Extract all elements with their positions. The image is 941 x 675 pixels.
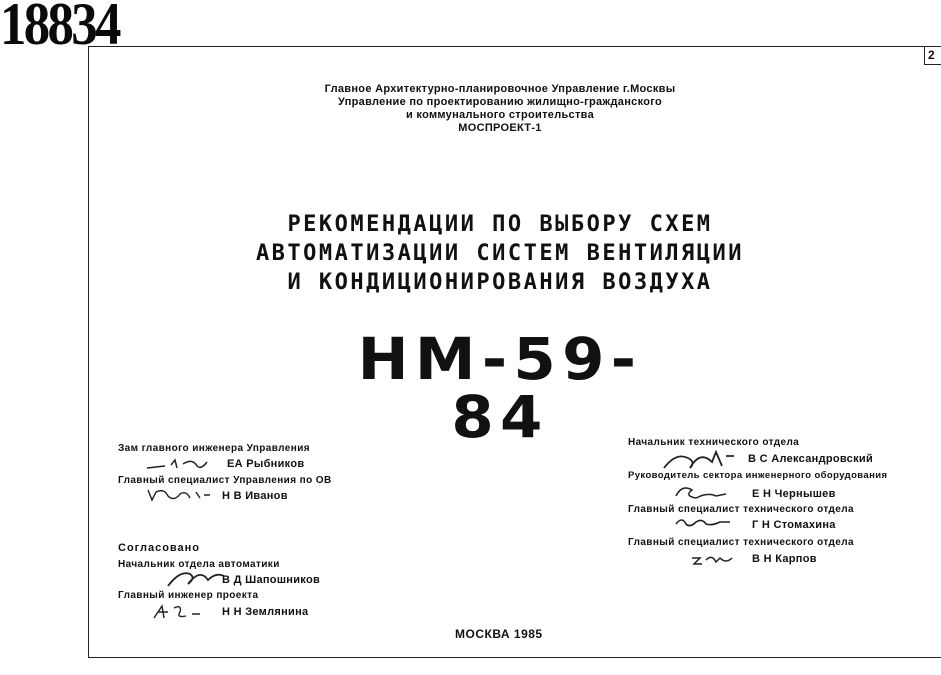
technical-department-head-name: В С Александровский	[748, 453, 874, 465]
document-title	[150, 210, 850, 297]
chief-specialist-1-role: Главный специалист технического отдела	[628, 504, 854, 515]
engineering-sector-head-name: Е Н Чернышев	[752, 488, 836, 500]
footer-city-year: МОСКВА 1985	[455, 627, 543, 641]
deputy-chief-engineer-name: ЕА Рыбников	[227, 458, 305, 470]
automation-department-head-role: Начальник отдела автоматики	[118, 559, 280, 570]
chief-project-engineer-role: Главный инженер проекта	[118, 590, 259, 601]
sheet-number: 2	[928, 48, 935, 62]
signature-scribble-icon	[660, 446, 740, 472]
title-line: РЕКОМЕНДАЦИИ ПО ВЫБОРУ СХЕМ	[287, 212, 713, 237]
signature-scribble-icon	[150, 602, 210, 622]
frame-left-border	[88, 46, 89, 658]
signature-scribble-icon	[690, 552, 740, 568]
organization-header	[250, 83, 750, 135]
organization-line: МОСПРОЕКТ-1	[458, 122, 542, 134]
document-code: НМ-59-84	[357, 325, 643, 451]
title-line: И КОНДИЦИОНИРОВАНИЯ ВОЗДУХА	[287, 270, 713, 295]
deputy-chief-engineer-role: Зам главного инженера Управления	[118, 443, 310, 454]
chief-specialist-2-role: Главный специалист технического отдела	[628, 537, 854, 548]
archive-stamp-number: 18834	[0, 0, 119, 57]
title-line: АВТОМАТИЗАЦИИ СИСТЕМ ВЕНТИЛЯЦИИ	[255, 241, 745, 266]
chief-specialist-ov-role: Главный специалист Управления по ОВ	[118, 475, 332, 486]
technical-department-head-role: Начальник технического отдела	[628, 437, 800, 448]
chief-specialist-1-name: Г Н Стомахина	[752, 519, 836, 531]
signature-scribble-icon	[672, 482, 732, 502]
signature-scribble-icon	[674, 514, 734, 530]
signature-scribble-icon	[145, 456, 225, 472]
frame-top-border	[88, 46, 941, 47]
chief-project-engineer-name: Н Н Землянина	[222, 606, 309, 618]
organization-line: Главное Архитектурно-планировочное Управление г.Москвы	[324, 83, 676, 95]
automation-department-head-name: В Д Шапошников	[222, 574, 321, 586]
signature-scribble-icon	[166, 566, 226, 590]
engineering-sector-head-role: Руководитель сектора инженерного оборудования	[628, 470, 888, 481]
organization-line: Управление по проектированию жилищно-гражданского	[338, 96, 662, 108]
organization-line: и коммунального строительства	[406, 109, 594, 121]
signature-scribble-icon	[146, 486, 216, 504]
frame-bottom-border	[88, 657, 941, 658]
chief-specialist-ov-name: Н В Иванов	[222, 490, 288, 502]
chief-specialist-2-name: В Н Карпов	[752, 553, 817, 565]
agreed-label: Согласовано	[118, 542, 201, 554]
